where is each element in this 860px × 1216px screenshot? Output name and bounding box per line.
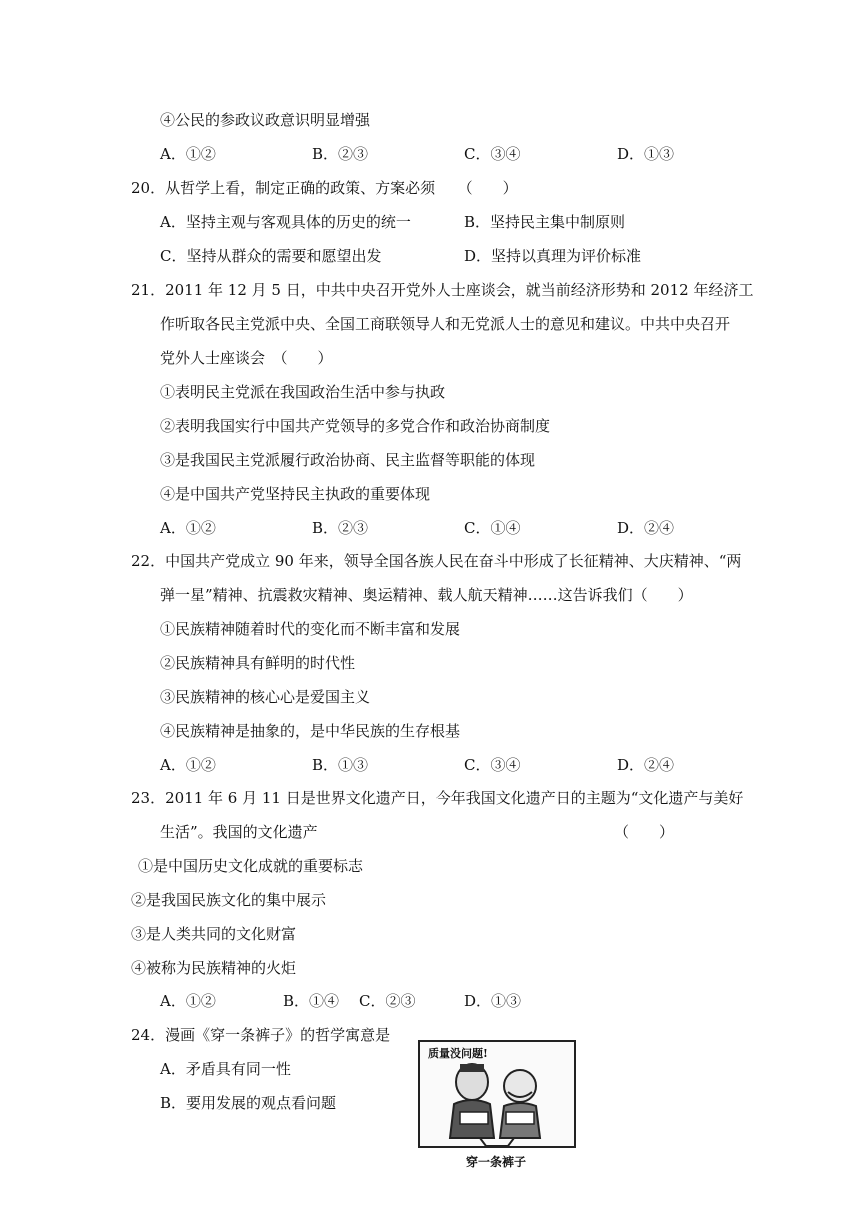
q20-stem: 20．从哲学上看，制定正确的政策、方案必须 （ ） <box>131 179 518 197</box>
q22-option-d: D．②④ <box>617 756 675 774</box>
q21-option-c: C．①④ <box>464 519 521 537</box>
q21-item-1: ①表明民主党派在我国政治生活中参与执政 <box>160 383 446 401</box>
q23-item-2: ②是我国民族文化的集中展示 <box>131 891 327 909</box>
q19-option-c: C．③④ <box>464 145 521 163</box>
q20-option-d: D．坚持以真理为评价标准 <box>464 247 642 265</box>
q19-option-a: A．①② <box>160 145 216 163</box>
cartoon-caption: 穿一条裤子 <box>466 1155 527 1169</box>
q20-option-a: A．坚持主观与客观具体的历史的统一 <box>160 213 411 231</box>
cartoon-speech-text: 质量没问题! <box>428 1047 488 1060</box>
q20-option-c: C．坚持从群众的需要和愿望出发 <box>160 247 382 265</box>
q19-option-b: B．②③ <box>312 145 369 163</box>
q19-item-4: ④公民的参政议政意识明显增强 <box>160 111 371 129</box>
q22-option-c: C．③④ <box>464 756 521 774</box>
q22-item-1: ①民族精神随着时代的变化而不断丰富和发展 <box>160 620 461 638</box>
q21-option-a: A．①② <box>160 519 216 537</box>
q21-item-4: ④是中国共产党坚持民主执政的重要体现 <box>160 485 431 503</box>
q23-item-3: ③是人类共同的文化财富 <box>131 925 297 943</box>
q21-option-b: B．②③ <box>312 519 369 537</box>
q21-item-2: ②表明我国实行中国共产党领导的多党合作和政治协商制度 <box>160 417 551 435</box>
q21-item-3: ③是我国民主党派履行政治协商、民主监督等职能的体现 <box>160 451 536 469</box>
q23-answer-paren: （ ） <box>614 823 675 841</box>
q24-option-b: B．要用发展的观点看问题 <box>160 1094 337 1112</box>
q24-option-a: A．矛盾具有同一性 <box>160 1060 291 1078</box>
q22-stem-line-2: 弹一星”精神、抗震救灾精神、奥运精神、载人航天精神……这告诉我们（ ） <box>160 586 693 604</box>
q23-option-a: A．①② <box>160 992 216 1010</box>
q22-item-3: ③民族精神的核心心是爱国主义 <box>160 688 371 706</box>
q23-option-d: D．①③ <box>464 992 522 1010</box>
q20-option-b: B．坚持民主集中制原则 <box>464 213 626 231</box>
q23-item-4: ④被称为民族精神的火炬 <box>131 959 297 977</box>
q22-item-2: ②民族精神具有鲜明的时代性 <box>160 654 356 672</box>
q19-option-d: D．①③ <box>617 145 675 163</box>
q23-item-1: ①是中国历史文化成就的重要标志 <box>138 857 364 875</box>
q22-item-4: ④民族精神是抽象的，是中华民族的生存根基 <box>160 722 461 740</box>
cartoon-image <box>418 1040 576 1148</box>
q23-stem-line-1: 23．2011 年 6 月 11 日是世界文化遗产日，今年我国文化遗产日的主题为“文化遗产与美好 <box>131 789 744 807</box>
q23-option-c: C．②③ <box>359 992 416 1010</box>
q24-stem: 24．漫画《穿一条裤子》的哲学寓意是 <box>131 1026 391 1044</box>
q22-option-b: B．①③ <box>312 756 369 774</box>
q21-stem-line-3: 党外人士座谈会 （ ） <box>160 349 333 367</box>
q23-stem-line-2: 生活”。我国的文化遗产 <box>160 823 318 841</box>
q23-option-b: B．①④ <box>283 992 340 1010</box>
q21-option-d: D．②④ <box>617 519 675 537</box>
q22-option-a: A．①② <box>160 756 216 774</box>
q22-stem-line-1: 22．中国共产党成立 90 年来，领导全国各族人民在奋斗中形成了长征精神、大庆精神、“两 <box>131 552 742 570</box>
q21-stem-line-2: 作听取各民主党派中央、全国工商联领导人和无党派人士的意见和建议。中共中央召开 <box>160 315 731 333</box>
q21-stem-line-1: 21．2011 年 12 月 5 日，中共中央召开党外人士座谈会，就当前经济形势和 2012 年经济工 <box>131 281 754 299</box>
